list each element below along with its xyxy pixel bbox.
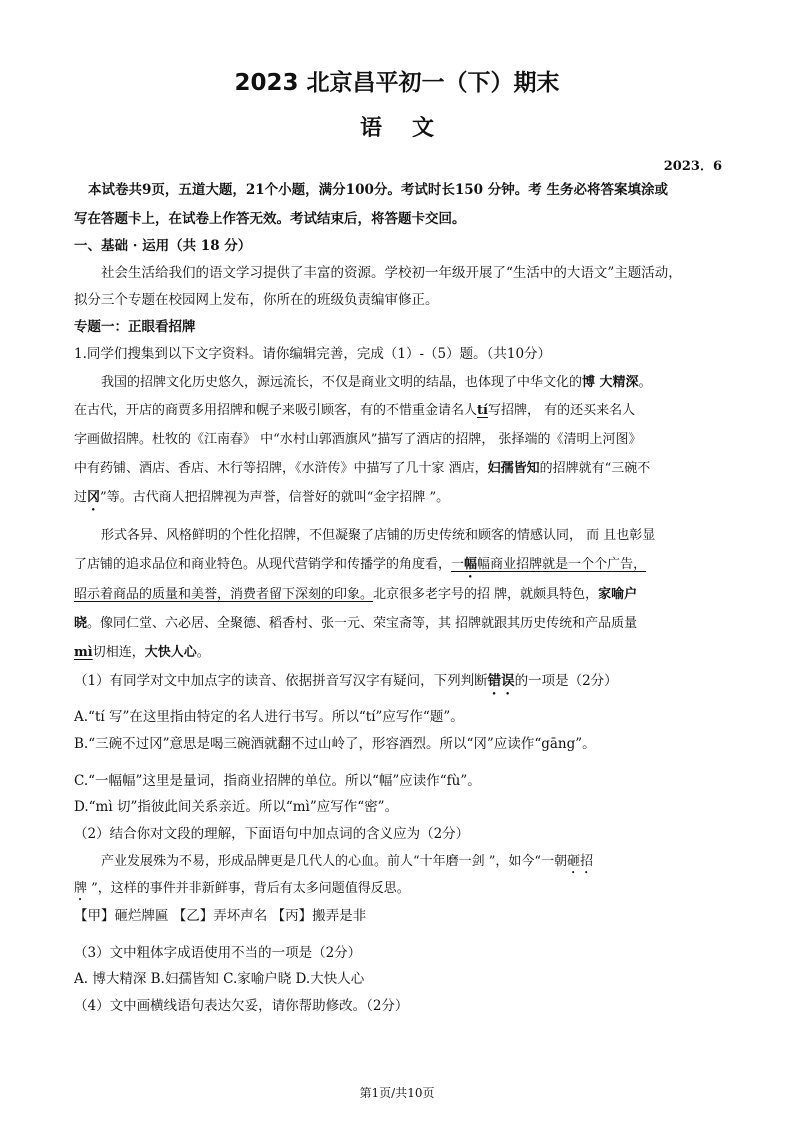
passage-text: 北京很多老字号的招 牌，就颇具特色，: [373, 587, 599, 602]
passage-line: 字画做招牌。杜牧的《江南春》 中“水村山郭酒旗风”描写了酒店的招牌， 张择端的《清明上河图》: [74, 432, 642, 447]
question-1-3-options: A. 博大精深 B.妇孺皆知 C.家喻户晓 D.大快人心: [74, 971, 365, 987]
passage-text: 我国的招牌文化历史悠久，源远流长，不仅是商业文明的结晶，也体现了中华文化的: [101, 375, 583, 390]
section-heading: 一、基础 · 运用（共 18 分）: [74, 238, 252, 254]
passage-line: [74, 489, 449, 514]
passage-text: 在古代，开店的商贾多用招牌和幌子来吸引顾客，有的不惜重金请名人: [74, 403, 478, 418]
passage-text: 。: [638, 375, 652, 390]
dotted-char: 冈: [87, 490, 101, 505]
passage-text: 。像同仁堂、六必居、全聚德、稻香村、张一元、荣宝斋等，其 招牌就跟其历史传统和产品质量: [87, 616, 638, 631]
page-number: 第1页/共10页: [359, 1086, 435, 1100]
instructions-line-1: 本试卷共9页，五道大题，21个小题，满分100分。考试时长150 分钟。考 生务必将答案填涂或: [88, 182, 668, 198]
section-intro-line-1: 社会生活给我们的语文学习提供了丰富的资源。学校初一年级开展了“生活中的大语文”主题活动，: [101, 265, 682, 281]
passage-text: 过: [74, 490, 88, 505]
topic-heading: 专题一：正眼看招牌: [74, 319, 196, 335]
dotted-char: 幅: [464, 557, 478, 572]
dotted-word: 错误: [487, 673, 515, 689]
instructions-line-2: 写在答题卡上，在试卷上作答无效。考试结束后，将答题卡交回。: [74, 211, 466, 227]
pinyin-blank: mì: [74, 645, 93, 660]
question-text: （1）有同学对文中加点字的读音、依据拼音写汉字有疑问，下列判断: [74, 673, 488, 689]
passage-line: [74, 586, 637, 604]
underlined-sentence: 昭示着商品的质量和美誉，消费者留下深刻的印象。: [74, 587, 374, 602]
option-c: C.“一幅幅”这里是量词，指商业招牌的单位。所以“幅”应读作“fù”。: [74, 773, 481, 789]
question-1-2-sentence: [101, 853, 593, 877]
question-1-stem: 1.同学们搜集到以下文字资料。请你编辑完善，完成（1）-（5）题。（共10分）: [74, 346, 552, 362]
exam-title: 2023 北京昌平初一（下）期末: [234, 70, 560, 96]
question-1-1-stem: [74, 672, 618, 698]
passage-text: 商业招牌: [490, 557, 543, 572]
question-1-4-stem: （4）文中画横线语句表达欠妥，请你帮助修改。（2分）: [74, 998, 409, 1014]
exam-date: 2023．6: [663, 159, 722, 174]
passage-text: 。: [196, 645, 210, 660]
dotted-char: 砸: [567, 854, 581, 869]
option-a: A.“tí 写”在这里指由特定的名人进行书写。所以“tí”应写作“题”。: [74, 709, 464, 725]
passage-line: [74, 556, 646, 581]
passage-text: 幅: [477, 557, 491, 572]
bold-idiom: 博 大精深: [582, 375, 639, 390]
pinyin-blank: tí: [477, 403, 488, 418]
passage-text: 中有药铺、酒店、香店、木行等招牌，《水浒传》中描写了几十家 酒店，: [74, 461, 488, 476]
question-1-2-stem: （2）结合你对文段的理解，下面语句中加点词的含义应为（2分）: [74, 826, 470, 842]
passage-line: [74, 402, 635, 420]
sentence-text: ”，这样的事件并非新鲜事，背后有太多问题值得反思。: [87, 881, 410, 896]
passage-line: [74, 460, 650, 478]
underlined-sentence: 就是一个个广告，: [542, 557, 647, 572]
passage-text: 招牌视为声誉，信誉好的就叫“金字招牌 ”。: [197, 490, 450, 505]
question-text: 的一项是（2分）: [514, 673, 618, 689]
question-1-3-stem: （3）文中粗体字成语使用不当的一项是（2分）: [74, 945, 362, 961]
passage-line: 形式各异、风格鲜明的个性化招牌，不但凝聚了店铺的历史传统和顾客的情感认同， 而 且也彰显: [101, 528, 656, 543]
passage-line: [101, 374, 652, 392]
passage-text: 了店铺的追求品位和商业特色。从现代营销学和传播学的角度看，: [74, 557, 452, 572]
dotted-char: 牌: [74, 881, 88, 896]
passage-line: [74, 644, 210, 662]
sentence-text: 产业发展殊为不易，形成品牌更是几代人的心血。前人“十年磨一剑 ”，如今“一朝: [101, 854, 568, 869]
subject-title: 语文: [359, 116, 464, 141]
passage-text: 一: [451, 557, 465, 572]
bold-idiom: 妇孺皆知: [487, 461, 540, 476]
passage-text: 写招牌， 有的还买来名人: [487, 403, 636, 418]
passage-text: 切相连，: [92, 645, 145, 660]
bold-idiom: 大快人心: [144, 645, 197, 660]
question-1-2-options: 【甲】砸烂牌匾 【乙】弄坏声名 【丙】搬弄是非: [74, 908, 367, 924]
underlined-sentence: [451, 557, 542, 572]
question-1-2-sentence: [74, 880, 410, 904]
option-d: D.“mì 切”指彼此间关系亲近。所以“mì”应写作“密”。: [74, 799, 399, 815]
dotted-char: 招: [580, 854, 594, 869]
passage-text: 的招牌就有“三碗不: [539, 461, 651, 476]
section-intro-line-2: 拟分三个专题在校园网上发布，你所在的班级负责编审修正。: [74, 292, 439, 308]
passage-text: ”等。古代商人把: [100, 490, 198, 505]
bold-idiom: 家喻户: [598, 587, 638, 602]
bold-idiom: 晓: [74, 616, 88, 631]
passage-line: [74, 615, 637, 633]
option-b: B.“三碗不过冈”意思是喝三碗酒就翻不过山岭了，形容酒烈。所以“冈”应读作“gāng”。: [74, 736, 596, 752]
